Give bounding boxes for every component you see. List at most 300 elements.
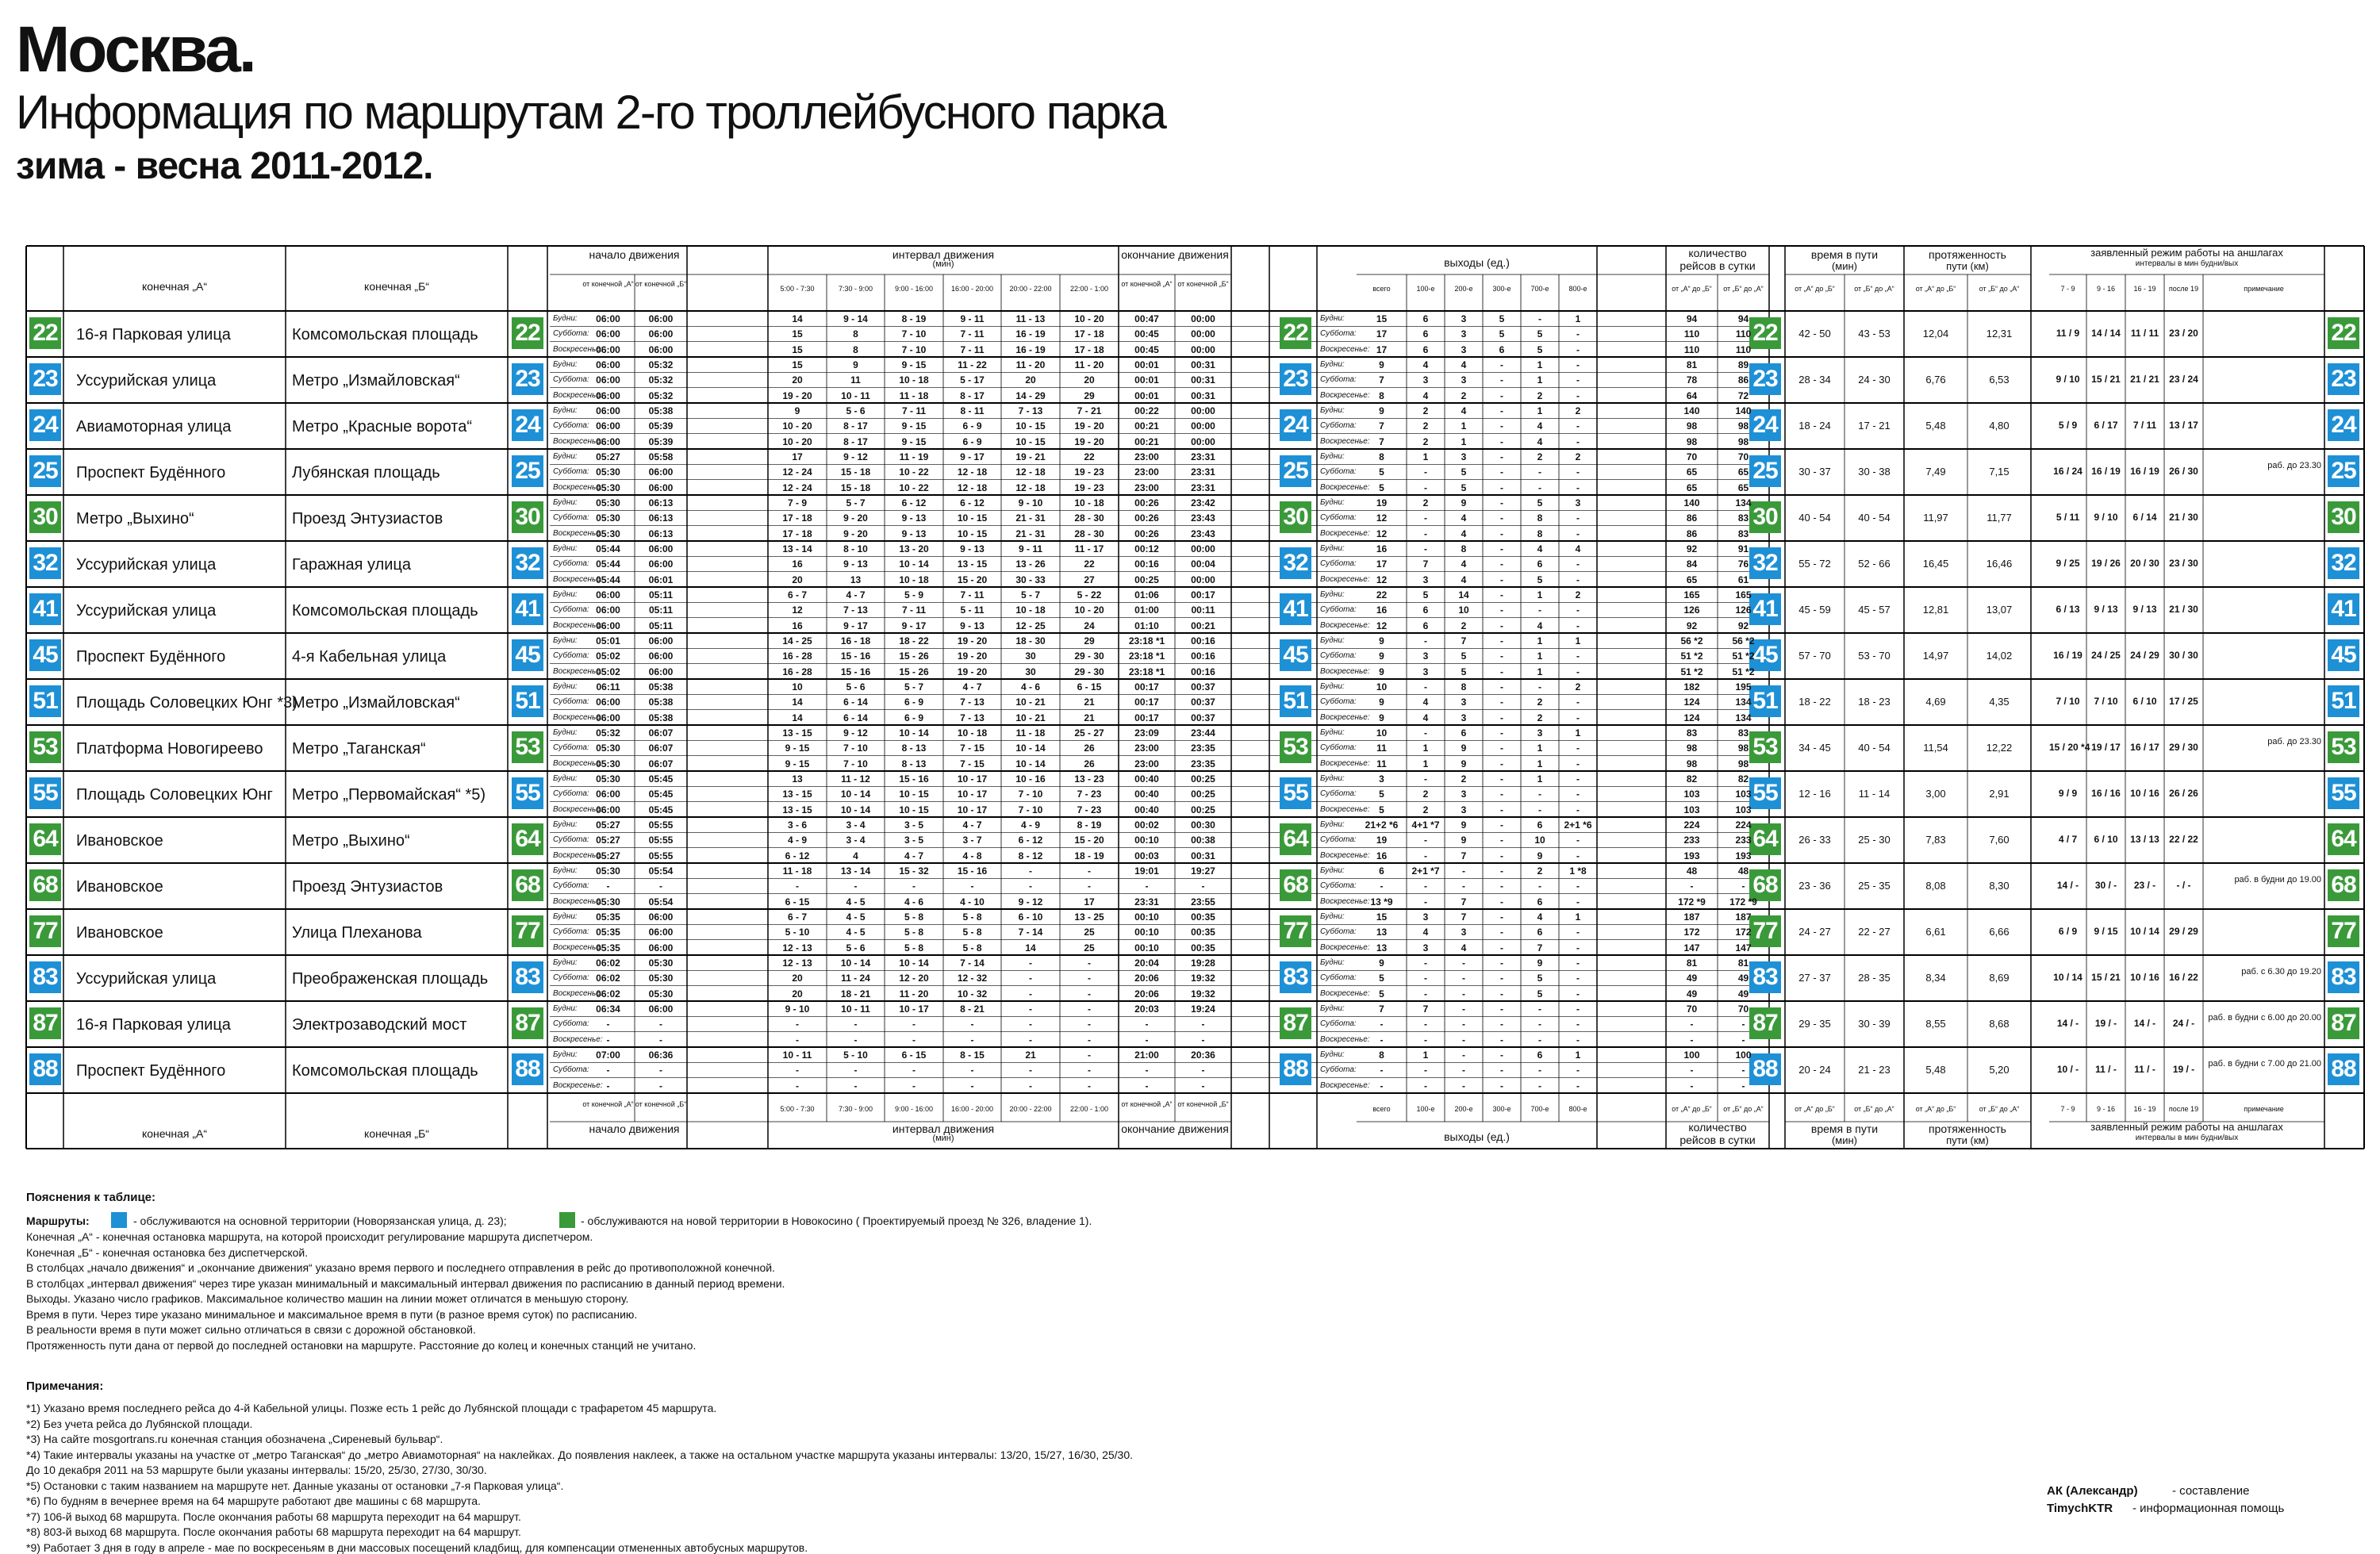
schedule-cell: 3: [1461, 343, 1467, 355]
schedule-cell: 7 - 15: [960, 758, 985, 769]
route-number-badge: 23: [2328, 363, 2359, 395]
regime-note: раб. в будни до 19.00: [2234, 875, 2321, 884]
schedule-cell: -: [1500, 1034, 1503, 1046]
schedule-cell: -: [1500, 881, 1503, 892]
schedule-cell: 00:00: [1191, 313, 1215, 324]
route-number-badge: 83: [29, 961, 61, 993]
schedule-cell: 23:35: [1191, 742, 1215, 754]
schedule-cell: 1: [1537, 650, 1543, 662]
schedule-cell: 00:12: [1134, 543, 1159, 554]
schedule-cell: 15 - 16: [957, 865, 988, 877]
schedule-cell: 4: [1461, 574, 1467, 585]
day-label: Суббота:: [553, 1019, 589, 1029]
travel-time: 34 - 45: [1798, 742, 1831, 754]
schedule-cell: -: [1538, 1065, 1541, 1076]
schedule-cell: 16 - 28: [782, 666, 812, 677]
regime-interval: 16 / 22: [2169, 972, 2198, 983]
schedule-cell: -: [1576, 528, 1580, 539]
schedule-cell: 3: [1461, 927, 1467, 938]
schedule-cell: -: [1088, 988, 1091, 1000]
schedule-cell: 2: [1537, 389, 1543, 401]
legend-line: Время в пути. Через тире указано минимальное и максимальное время в пути (в разное время суток) по расписанию.: [26, 1307, 638, 1321]
terminal-a: Проспект Будённого: [76, 648, 226, 666]
regime-interval: 9 / 13: [2132, 604, 2157, 615]
schedule-cell: -: [1424, 1080, 1427, 1092]
schedule-cell: 11 - 22: [958, 359, 987, 370]
schedule-cell: -: [1500, 620, 1503, 631]
regime-interval: 16 / 24: [2053, 466, 2082, 477]
day-label: Суббота:: [1320, 835, 1357, 845]
schedule-cell: 9: [1461, 835, 1467, 846]
schedule-cell: -: [1538, 881, 1541, 892]
schedule-cell: 14: [1025, 942, 1036, 954]
schedule-cell: 9 - 15: [901, 420, 927, 432]
schedule-cell: 17 - 18: [782, 512, 812, 524]
note-line: *4) Такие интервалы указаны на участке от „метро Таганская“ до „метро Авиамоторная“ на наклейках. До появления наклеек, а также на остальном участке маршрута указаны интервалы: 13/20, 15/27, 16/30, 25/30.: [26, 1448, 1134, 1461]
schedule-cell: 10 - 20: [782, 420, 812, 432]
travel-time: 43 - 53: [1858, 328, 1891, 340]
schedule-cell: 103: [1735, 804, 1752, 815]
note-line: *6) По будням в вечернее время на 64 маршруте работают две машины с 68 маршрута.: [26, 1495, 481, 1507]
schedule-cell: 06:00: [596, 374, 620, 386]
schedule-cell: 3: [1422, 574, 1429, 585]
schedule-cell: 1: [1537, 359, 1543, 370]
schedule-cell: -: [1500, 451, 1503, 462]
schedule-cell: -: [1741, 1019, 1745, 1030]
schedule-cell: 10 - 11: [841, 389, 870, 401]
schedule-cell: 10 - 15: [899, 804, 929, 815]
route-number-badge: 22: [1280, 317, 1311, 349]
schedule-cell: 8: [1537, 512, 1543, 524]
schedule-cell: -: [1500, 1003, 1503, 1015]
schedule-cell: 9 - 13: [843, 558, 868, 570]
schedule-cell: 10 - 20: [782, 436, 812, 447]
schedule-cell: 4 - 7: [962, 819, 982, 831]
route-number-badge: 88: [2328, 1053, 2359, 1085]
schedule-cell: 06:00: [596, 405, 620, 416]
schedule-cell: 84: [1686, 558, 1698, 570]
schedule-cell: 06:00: [596, 620, 620, 631]
schedule-cell: -: [1500, 942, 1503, 954]
schedule-cell: 10 - 32: [957, 988, 988, 1000]
schedule-cell: 7 - 21: [1077, 405, 1102, 416]
schedule-cell: 23:44: [1191, 727, 1215, 739]
route-number-badge: 24: [29, 409, 61, 441]
schedule-cell: -: [1201, 1019, 1205, 1030]
schedule-cell: 20:04: [1134, 957, 1159, 969]
day-label: Воскресенье:: [553, 804, 603, 814]
schedule-cell: 4 - 7: [904, 850, 923, 861]
schedule-cell: 06:00: [648, 343, 674, 355]
route-length: 2,91: [1989, 788, 2010, 800]
route-length: 6,61: [1925, 926, 1946, 938]
schedule-cell: 3: [1461, 712, 1467, 723]
schedule-cell: 00:16: [1134, 558, 1159, 570]
terminal-a: Авиамоторная улица: [76, 418, 232, 436]
schedule-cell: 10 - 14: [899, 727, 929, 739]
schedule-cell: 19:27: [1191, 865, 1215, 877]
schedule-cell: 3 - 7: [962, 835, 982, 846]
schedule-cell: -: [1500, 1049, 1503, 1061]
day-label: Воскресенье:: [553, 482, 603, 492]
schedule-cell: 30: [1025, 666, 1036, 677]
regime-interval: 10 / -: [2056, 1064, 2079, 1075]
schedule-cell: 1: [1575, 911, 1581, 923]
route-number-badge: 22: [2328, 317, 2359, 349]
schedule-cell: -: [1500, 666, 1503, 677]
schedule-cell: 5 - 10: [843, 1049, 868, 1061]
schedule-cell: -: [1576, 835, 1580, 846]
route-number-badge: 55: [2328, 777, 2359, 809]
route-number-badge: 68: [2328, 869, 2359, 901]
schedule-cell: 5 - 17: [960, 374, 985, 386]
schedule-cell: -: [1500, 420, 1503, 432]
day-label: Воскресенье:: [1320, 390, 1370, 400]
schedule-cell: 6: [1461, 727, 1467, 739]
schedule-cell: 05:11: [648, 620, 674, 631]
schedule-cell: 06:00: [596, 328, 620, 340]
schedule-cell: -: [1462, 1080, 1465, 1092]
header-ba: от „Б“ до „А“: [1979, 285, 2020, 293]
day-label: Суббота:: [1320, 605, 1357, 615]
route-length: 7,60: [1989, 834, 2010, 846]
schedule-cell: 6: [1499, 343, 1505, 355]
route-number-badge: 25: [1280, 455, 1311, 487]
route-number-badge: 53: [2328, 731, 2359, 763]
schedule-cell: 05:45: [648, 773, 674, 785]
schedule-cell: -: [1538, 604, 1541, 616]
note-line: *5) Остановки с таким названием на маршруте нет. Данные указаны от остановки „7-я Парковая улица“.: [26, 1479, 564, 1492]
schedule-cell: -: [1145, 1065, 1149, 1076]
schedule-cell: 05:27: [596, 850, 620, 861]
schedule-cell: 00:35: [1191, 911, 1215, 923]
schedule-cell: 8 - 15: [960, 1049, 985, 1061]
route-number-badge: 88: [1749, 1053, 1781, 1085]
day-label: Суббота:: [553, 467, 589, 477]
schedule-cell: 19 - 20: [1074, 436, 1104, 447]
header-vyhody-col: 200-е: [1454, 1105, 1473, 1113]
header-vyhody-col: 700-е: [1530, 1105, 1549, 1113]
schedule-cell: 8 - 13: [901, 758, 927, 769]
schedule-cell: -: [1088, 1003, 1091, 1015]
schedule-cell: -: [1576, 1034, 1580, 1046]
schedule-cell: 4: [1422, 359, 1429, 370]
day-label: Будни:: [1320, 866, 1345, 875]
day-label: Воскресенье:: [553, 390, 603, 400]
schedule-cell: 00:35: [1191, 942, 1215, 954]
schedule-cell: 26: [1084, 742, 1095, 754]
header-vyhody-col: 300-е: [1492, 1105, 1511, 1113]
schedule-cell: 13 - 15: [782, 804, 812, 815]
route-number-badge: 32: [29, 547, 61, 579]
header-period: 16:00 - 20:00: [950, 1105, 994, 1113]
day-label: Будни:: [553, 498, 578, 507]
schedule-cell: 06:00: [648, 650, 674, 662]
schedule-cell: -: [1500, 482, 1503, 493]
schedule-cell: 05:32: [596, 727, 620, 739]
schedule-cell: -: [970, 881, 974, 892]
schedule-cell: 19:32: [1191, 973, 1215, 984]
schedule-cell: 05:30: [596, 758, 620, 769]
schedule-cell: 12: [1376, 574, 1388, 585]
day-label: Будни:: [1320, 912, 1345, 921]
schedule-cell: 18 - 30: [1015, 635, 1046, 647]
schedule-cell: -: [796, 1034, 799, 1046]
schedule-cell: 1: [1575, 635, 1581, 647]
header-regime: заявленный режим работы на аншлагах: [2090, 1121, 2283, 1133]
day-label: Будни:: [553, 958, 578, 967]
route-number-badge: 55: [512, 777, 543, 809]
day-label: Суббота:: [1320, 881, 1357, 891]
schedule-cell: 9: [1379, 635, 1384, 647]
schedule-cell: 4 - 9: [1020, 819, 1040, 831]
schedule-cell: 1: [1575, 313, 1581, 324]
schedule-cell: 1: [1537, 666, 1543, 677]
regime-interval: 7 / 10: [2056, 696, 2080, 707]
schedule-cell: -: [1424, 681, 1427, 693]
schedule-cell: 5: [1499, 313, 1505, 324]
schedule-cell: 3 - 4: [846, 835, 866, 846]
schedule-cell: -: [659, 1019, 662, 1030]
day-label: Суббота:: [553, 651, 589, 661]
route-length: 6,76: [1925, 374, 1946, 386]
schedule-cell: 14: [792, 712, 803, 723]
travel-time: 42 - 50: [1798, 328, 1831, 340]
schedule-cell: 64: [1686, 389, 1698, 401]
header-period: 20:00 - 22:00: [1009, 285, 1052, 293]
schedule-cell: 18 - 19: [1074, 850, 1104, 861]
schedule-cell: 05:27: [596, 835, 620, 846]
terminal-b: Комсомольская площадь: [292, 1062, 478, 1080]
schedule-cell: -: [1500, 512, 1503, 524]
schedule-cell: 21 - 31: [1015, 528, 1046, 539]
header-vyhody-col: 100-е: [1416, 1105, 1435, 1113]
schedule-cell: -: [1576, 896, 1580, 907]
schedule-cell: -: [1500, 850, 1503, 861]
schedule-cell: 9: [1461, 758, 1467, 769]
schedule-cell: 00:00: [1191, 343, 1215, 355]
regime-interval: 23 / 30: [2169, 558, 2198, 569]
schedule-cell: -: [1741, 881, 1745, 892]
schedule-cell: 81: [1686, 957, 1698, 969]
day-label: Воскресенье:: [1320, 436, 1370, 446]
header-interval-unit: (мин): [932, 1134, 954, 1143]
schedule-cell: 10 - 17: [899, 1003, 929, 1015]
schedule-cell: 23:00: [1134, 451, 1159, 462]
schedule-cell: -: [1088, 1065, 1091, 1076]
day-label: Будни:: [1320, 360, 1345, 369]
schedule-cell: -: [606, 1019, 610, 1030]
regime-interval: 17 / 25: [2169, 696, 2198, 707]
regime-interval: 6 / 13: [2056, 604, 2080, 615]
schedule-cell: 65: [1737, 466, 1749, 478]
schedule-cell: 00:31: [1191, 374, 1215, 386]
header-vyhody-col: 100-е: [1416, 285, 1435, 293]
route-number-badge: 25: [1749, 455, 1781, 487]
regime-interval: 29 / 29: [2169, 926, 2198, 937]
schedule-cell: 5 - 8: [962, 942, 982, 954]
schedule-cell: 00:37: [1191, 712, 1215, 723]
legend-blue-swatch: [111, 1212, 127, 1228]
day-label: Будни:: [553, 590, 578, 599]
terminal-a: Уссурийская улица: [76, 602, 217, 620]
schedule-cell: 06:11: [596, 681, 620, 693]
header-interval-unit: (мин): [932, 259, 954, 269]
route-length: 8,69: [1989, 972, 2010, 984]
day-label: Воскресенье:: [1320, 574, 1370, 584]
schedule-cell: 05:30: [596, 482, 620, 493]
route-number-badge: 77: [512, 915, 543, 947]
schedule-cell: 00:47: [1134, 313, 1159, 324]
schedule-cell: 8 - 11: [960, 405, 985, 416]
day-label: Суббота:: [553, 421, 589, 431]
schedule-cell: 70: [1686, 451, 1698, 462]
day-label: Суббота:: [1320, 513, 1357, 523]
schedule-cell: 172 *9: [1678, 896, 1706, 907]
schedule-cell: -: [970, 1065, 974, 1076]
schedule-cell: 13 - 15: [782, 727, 812, 739]
schedule-cell: 00:04: [1191, 558, 1215, 570]
schedule-cell: 1: [1422, 1049, 1429, 1061]
schedule-cell: 9: [1461, 742, 1467, 754]
schedule-cell: 9: [1537, 957, 1543, 969]
regime-interval: 15 / 21: [2091, 374, 2121, 385]
schedule-cell: 10 - 17: [957, 789, 988, 800]
schedule-cell: 5: [1379, 973, 1384, 984]
schedule-cell: 23:00: [1134, 482, 1159, 493]
schedule-cell: 7 - 23: [1077, 804, 1102, 815]
schedule-cell: 00:00: [1191, 328, 1215, 340]
schedule-cell: -: [1690, 1080, 1694, 1092]
schedule-cell: -: [1088, 1019, 1091, 1030]
schedule-cell: -: [659, 881, 662, 892]
schedule-cell: 193: [1735, 850, 1752, 861]
terminal-b: Преображенская площадь: [292, 970, 489, 988]
day-label: Будни:: [1320, 498, 1345, 507]
schedule-cell: 98: [1737, 420, 1749, 432]
regime-interval: 9 / 13: [2094, 604, 2118, 615]
schedule-cell: 11 - 17: [1074, 543, 1104, 554]
schedule-cell: -: [1538, 1019, 1541, 1030]
schedule-cell: 7 - 11: [960, 343, 985, 355]
schedule-cell: 00:22: [1134, 405, 1159, 416]
note-line: *3) На сайте mosgortrans.ru конечная станция обозначена „Сиреневый бульвар“.: [26, 1433, 443, 1445]
route-number-badge: 83: [1749, 961, 1781, 993]
schedule-cell: 21 - 31: [1015, 512, 1046, 524]
regime-interval: 9 / 10: [2056, 374, 2080, 385]
header-ab: от „А“ до „Б“: [1672, 285, 1712, 293]
header-period: 5:00 - 7:30: [780, 285, 815, 293]
header-terminal-b: конечная „Б“: [364, 1127, 429, 1140]
schedule-cell: 00:16: [1191, 635, 1215, 647]
schedule-cell: 65: [1686, 466, 1698, 478]
schedule-cell: 172 *9: [1729, 896, 1757, 907]
route-number-badge: 22: [29, 317, 61, 349]
schedule-cell: 14: [792, 313, 803, 324]
schedule-cell: 9 - 11: [960, 313, 985, 324]
schedule-cell: 9: [1379, 696, 1384, 708]
schedule-cell: 9 - 13: [960, 543, 985, 554]
schedule-cell: 110: [1735, 328, 1752, 340]
note-line: *2) Без учета рейса до Лубянской площади.: [26, 1417, 253, 1430]
schedule-cell: -: [1576, 374, 1580, 386]
schedule-cell: 65: [1737, 482, 1749, 493]
schedule-cell: -: [1029, 988, 1032, 1000]
schedule-cell: 4: [1422, 389, 1429, 401]
schedule-cell: 06:00: [648, 313, 674, 324]
legend-routes-label: Маршруты:: [26, 1214, 90, 1227]
route-number-badge: 24: [512, 409, 543, 441]
schedule-cell: 23:18 *1: [1128, 666, 1165, 677]
schedule-cell: -: [1500, 789, 1503, 800]
schedule-cell: 147: [1735, 942, 1752, 954]
route-length: 13,07: [1986, 604, 2013, 616]
schedule-cell: -: [1538, 482, 1541, 493]
route-number-badge: 87: [2328, 1007, 2359, 1039]
schedule-cell: 8 - 21: [960, 1003, 985, 1015]
schedule-cell: 00:31: [1191, 850, 1215, 861]
schedule-cell: -: [1424, 512, 1427, 524]
route-number-badge: 51: [29, 685, 61, 717]
schedule-cell: 6: [1422, 328, 1429, 340]
schedule-cell: -: [1576, 1019, 1580, 1030]
schedule-cell: 05:45: [648, 789, 674, 800]
schedule-cell: 103: [1683, 789, 1700, 800]
schedule-cell: 5 - 7: [846, 497, 866, 508]
schedule-cell: 05:32: [648, 374, 674, 386]
schedule-cell: 16: [792, 558, 803, 570]
schedule-cell: 9 - 10: [1018, 497, 1043, 508]
schedule-cell: 1: [1461, 436, 1467, 447]
schedule-cell: 1: [1537, 742, 1543, 754]
header-from-a: от конечной „А“: [1121, 1100, 1173, 1108]
header-trips: рейсов в сутки: [1679, 1134, 1756, 1146]
schedule-cell: 00:25: [1191, 804, 1215, 815]
schedule-cell: 4: [1422, 927, 1429, 938]
schedule-cell: 00:31: [1191, 389, 1215, 401]
regime-interval: 7 / 11: [2132, 420, 2157, 431]
schedule-cell: -: [1576, 1065, 1580, 1076]
schedule-cell: 22: [1084, 451, 1095, 462]
schedule-cell: 10 - 15: [957, 512, 988, 524]
schedule-cell: 5: [1537, 328, 1543, 340]
schedule-cell: -: [854, 1019, 858, 1030]
schedule-cell: 30: [1025, 650, 1036, 662]
travel-time: 25 - 35: [1858, 880, 1891, 892]
schedule-cell: 05:11: [648, 604, 674, 616]
schedule-cell: 24: [1084, 620, 1095, 631]
schedule-cell: 12 - 24: [782, 466, 812, 478]
schedule-cell: 4: [1537, 620, 1543, 631]
note-line: *7) 106-й выход 68 маршрута. После окончания работы 68 маршрута переходит на 64 маршрут.: [26, 1510, 521, 1523]
schedule-cell: 5 - 6: [846, 942, 866, 954]
day-label: Воскресенье:: [553, 436, 603, 446]
travel-time: 28 - 35: [1858, 972, 1891, 984]
route-number-badge: 32: [1280, 547, 1311, 579]
schedule-cell: 16 - 19: [1015, 343, 1046, 355]
regime-interval: 13 / 17: [2169, 420, 2198, 431]
route-number-badge: 51: [1749, 685, 1781, 717]
schedule-cell: 00:10: [1134, 911, 1159, 923]
header-from-b: от конечной „Б“: [635, 1100, 687, 1108]
route-number-badge: 41: [2328, 593, 2359, 625]
schedule-cell: 2: [1422, 436, 1429, 447]
schedule-cell: 51 *2: [1680, 666, 1703, 677]
schedule-cell: 9: [1461, 497, 1467, 508]
schedule-cell: 06:07: [648, 727, 674, 739]
schedule-cell: 00:26: [1134, 528, 1159, 539]
schedule-cell: -: [1145, 881, 1149, 892]
